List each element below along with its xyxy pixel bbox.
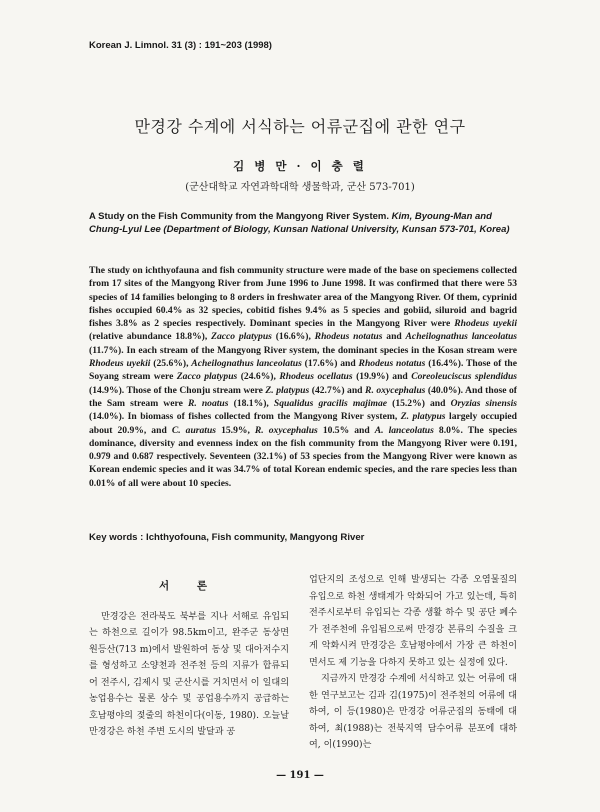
page-number: — 191 — bbox=[276, 770, 324, 781]
keywords: Key words : Ichthyofouna, Fish community, Mangyong River bbox=[89, 532, 365, 543]
intro-paragraph-1: 만경강은 전라북도 북부를 지나 서해로 유입되는 하천으로 길이가 98.5km이고, 완주군 동상면 원등산(713 m)에서 발원하여 동상 및 대아저수지를 형성하고 소양천과 전주천 등의 지류가 합류되어 전주시, 김제시 및 군산시를 거치면서 이 일대의 농업용수는 물론 상수 및 공업용수까지 공급하는 호남평야의 젖줄의 하천이다(이동, 1980). 오늘날 만경강은 하천 주변 도시의 발달과 공 bbox=[89, 611, 289, 737]
korean-authors: 김 병 만 · 이 충 렬 bbox=[233, 159, 367, 173]
section-heading-introduction: 서 론 bbox=[159, 580, 219, 592]
intro-paragraph-1-continued: 업단지의 조성으로 인해 발생되는 각종 오염물질의 유입으로 하천 생태계가 악화되어 가고 있는데, 특히 전주시로부터 유입되는 각종 생활 하수 및 공단 폐수가 전주천에 유입됨으로써 만경강 본류의 수질을 크게 악화시켜 만경강은 호남평야에서 가장 큰 하천이면서도 제 기능을 다하지 못하고 있는 실정에 있다. bbox=[309, 575, 517, 668]
intro-paragraph-2: 지금까지 만경강 수계에 서식하고 있는 어류에 대한 연구보고는 김과 김(1975)이 전주천의 어류에 대하여, 이 등(1980)은 만경강 어류군집의 동태에 대하여, 최(1988)는 전북지역 담수어류 분포에 대하여, 이(1990)는 bbox=[309, 674, 517, 750]
english-title-block bbox=[89, 210, 514, 236]
english-title: A Study on the Fish Community from the Mangyong River System. bbox=[89, 211, 389, 222]
abstract: The study on ichthyofauna and fish community structure were made of the base on speciemens collected from 17 sites of the Mangyong River from June 1996 to June 1998. It was confirmed that there were 53 species of 14 families belonging to 8 orders in freshwater area of the Mangyong River. Of them, cyprinid fishes occupied 60.4% as 32 species, cobitid fishes 9.4% as 5 species and gobiid, siluroid and bagrid fishes 3.8% as 2 species respectively. Dominant species in the Mangyong River were Rhodeus uyekii (relative abundance 18.8%), Zacco platypus (16.6%), Rhodeus notatus and Acheilognathus lanceolatus (11.7%). In each stream of the Mangyong River system, the dominant species in the Kosan stream were Rhodeus uyekii (25.6%), Acheilognathus lanceolatus (17.6%) and Rhodeus notatus (16.4%). Those of the Soyang stream were Zacco platypus (24.6%), Rhodeus ocellatus (19.9%) and Coreoleuciscus splendidus (14.9%). Those of the Chonju stream were Z. platypus (42.7%) and R. oxycephalus (40.0%). And those of the Sam stream were R. noatus (18.1%), Squalidus gracilis majimae (15.2%) and Oryzias sinensis (14.0%). In biomass of fishes collected from the Mangyong River system, Z. platypus largely occupied about 20.9%, and C. auratus 15.9%, R. oxycephalus 10.5% and A. lanceolatus 8.0%. The species dominance, diversity and evenness index on the fish community from the Mangyong River were 0.191, 0.979 and 0.687 respectively. Seventeen (32.1%) of 53 species from the Mangyong River were known as Korean endemic species and it was 34.7% of total Korean endemic species, and the rare species less than 0.01% of all were about 10 species. bbox=[89, 265, 518, 489]
korean-affiliation: (군산대학교 자연과학대학 생물학과, 군산 573-701) bbox=[185, 182, 415, 193]
body-column-left bbox=[89, 572, 289, 741]
body-column-right bbox=[309, 572, 517, 754]
journal-citation: Korean J. Limnol. 31 (3) : 191~203 (1998) bbox=[89, 40, 272, 51]
korean-title: 만경강 수계에 서식하는 어류군집에 관한 연구 bbox=[134, 117, 466, 136]
english-authors: Kim, Byoung-Man and Chung-Lyul Lee (Department of Biology, Kunsan National University, Kunsan 573-701, Korea) bbox=[89, 211, 510, 235]
